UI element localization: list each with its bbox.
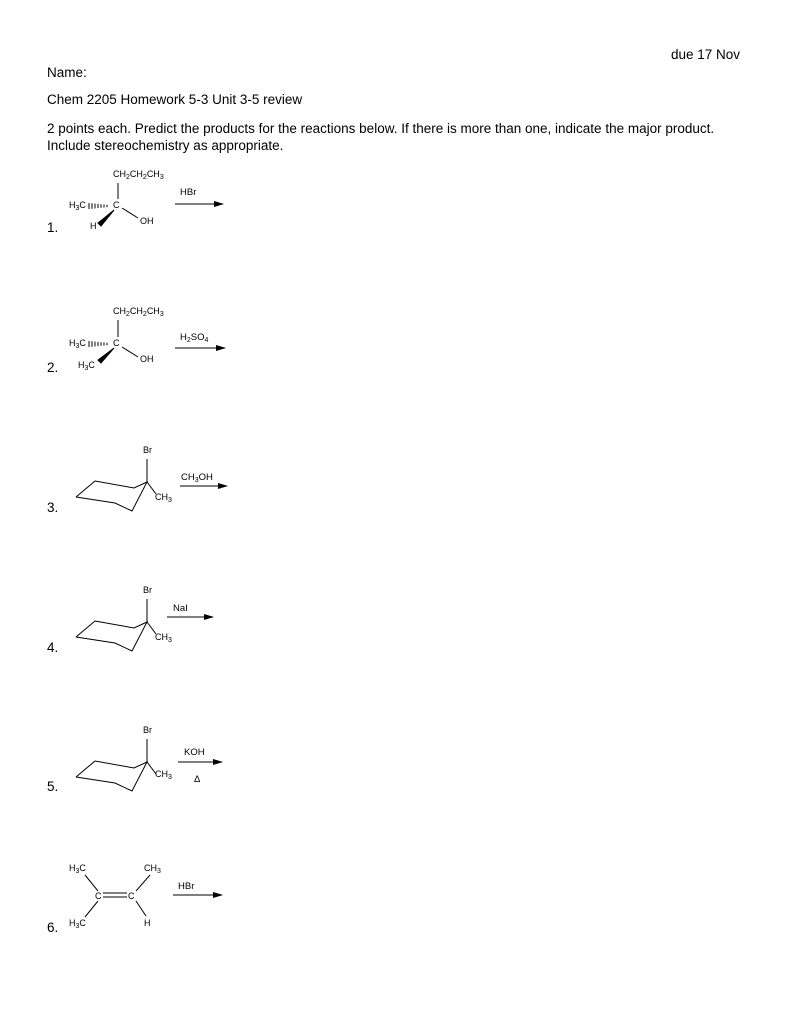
- bond: [122, 208, 138, 218]
- heat-condition: Δ: [194, 774, 201, 785]
- substituent-label: $H_3C$: [78, 360, 95, 372]
- reagent-label: $H_2SO_4$: [180, 332, 209, 344]
- reagent-label: HBr: [180, 187, 197, 198]
- alkene-carbon-label: C: [95, 891, 102, 901]
- reagent-label: NaI: [173, 603, 188, 614]
- alkene-6: [69, 863, 161, 930]
- substituent-label: $CH_3$: [155, 769, 172, 781]
- problem-number: 4.: [47, 640, 59, 655]
- alkene-carbon-label: C: [128, 891, 135, 901]
- substituent-label: $CH_2CH_2CH_3$: [113, 169, 164, 181]
- substituent-label: $H_3C$: [69, 338, 86, 350]
- solid-wedge-bond: [98, 348, 114, 363]
- substituent-label: $H_3C$: [69, 918, 86, 930]
- substituent-label: H: [144, 918, 151, 928]
- substituent-label: OH: [140, 354, 154, 364]
- substituent-label: Br: [143, 445, 152, 455]
- molecule-2: [69, 306, 164, 372]
- substituent-label: $H_3C$: [69, 200, 86, 212]
- substituent-label: H: [90, 221, 97, 231]
- instructions: 2 points each. Predict the products for the reactions below. If there is more than one, indicate the major product. Include stereochemistry as appropriate.: [47, 121, 715, 153]
- cyclohexane-3: [76, 445, 172, 511]
- problem-number: 6.: [47, 920, 59, 935]
- hashed-wedge-bond: [89, 203, 107, 209]
- bond: [136, 901, 146, 916]
- hashed-wedge-bond: [89, 341, 107, 347]
- cyclohexane-5: [76, 725, 172, 791]
- problem-number: 5.: [47, 779, 59, 794]
- substituent-label: $CH_3$: [155, 492, 172, 504]
- bond: [122, 347, 138, 357]
- substituent-label: Br: [143, 725, 152, 735]
- molecule-1: [69, 169, 164, 231]
- due-date: due 17 Nov: [671, 47, 741, 62]
- center-atom-label: C: [113, 200, 120, 210]
- substituent-label: $CH_3$: [155, 632, 172, 644]
- cyclohexane-4: [76, 585, 172, 651]
- name-label: Name:: [47, 65, 87, 80]
- substituent-label: Br: [143, 585, 152, 595]
- problem-number: 3.: [47, 500, 59, 515]
- substituent-label: $CH_2CH_2CH_3$: [113, 306, 164, 318]
- bond: [136, 875, 150, 891]
- ring: [76, 761, 147, 791]
- page-title: Chem 2205 Homework 5-3 Unit 3-5 review: [47, 92, 303, 107]
- bond: [85, 901, 98, 917]
- reagent-label: KOH: [184, 747, 205, 758]
- substituent-label: $H_3C$: [69, 863, 86, 875]
- problem-number: 2.: [47, 360, 59, 375]
- problem-number: 1.: [47, 220, 59, 235]
- solid-wedge-bond: [98, 210, 114, 226]
- ring: [76, 481, 147, 511]
- substituent-label: $CH_3$: [144, 863, 161, 875]
- reagent-label: $CH_3OH$: [181, 472, 213, 484]
- center-atom-label: C: [113, 338, 120, 348]
- reagent-label: HBr: [178, 881, 195, 892]
- substituent-label: OH: [140, 216, 154, 226]
- ring: [76, 621, 147, 651]
- bond: [85, 875, 98, 891]
